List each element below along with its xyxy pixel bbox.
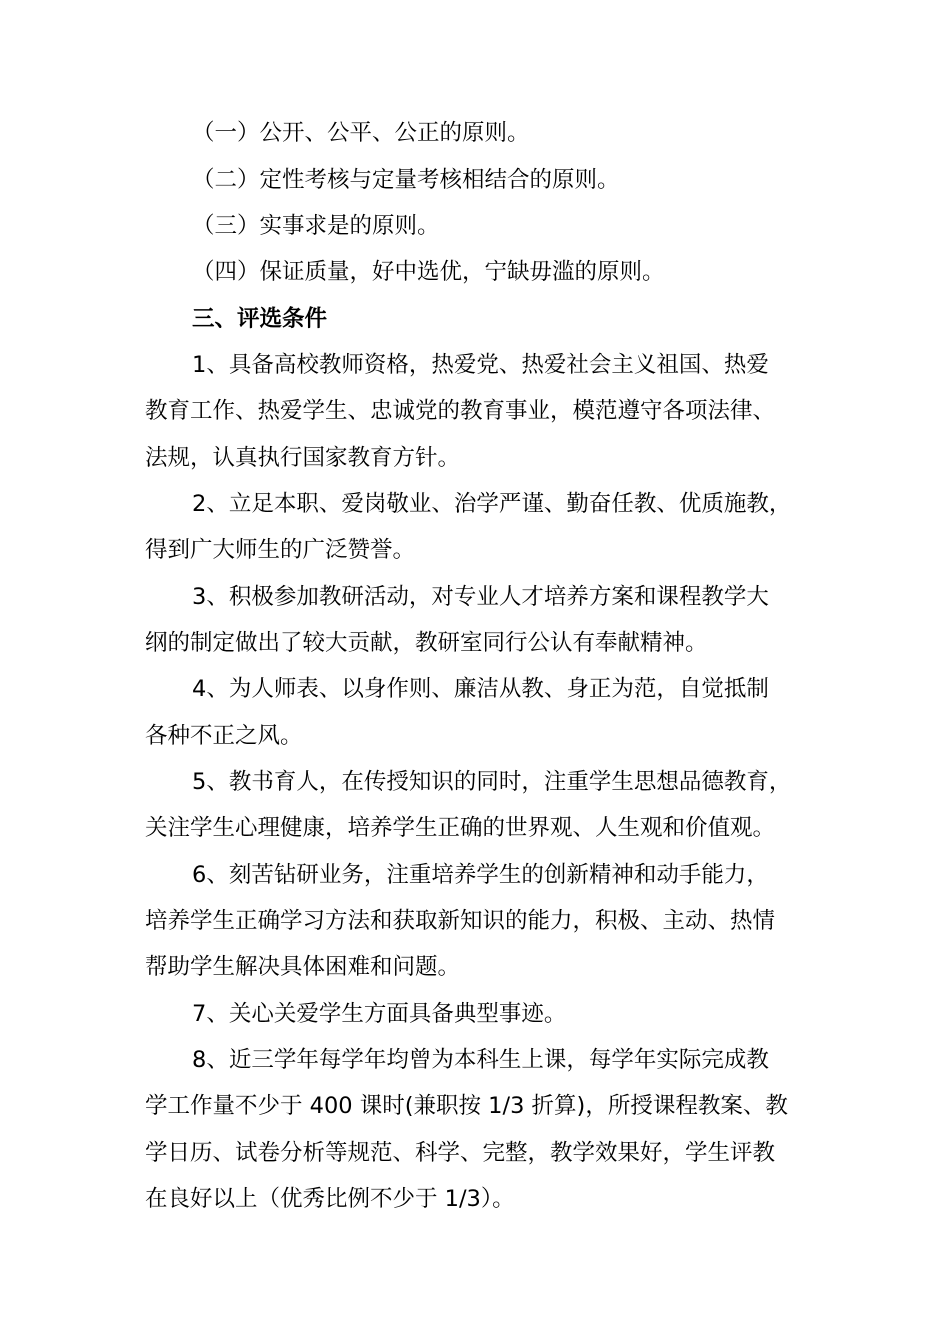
condition-5-line-2: 关注学生心理健康，培养学生正确的世界观、人生观和价值观。	[145, 815, 776, 841]
condition-8-line-1: 8、近三学年每学年均曾为本科生上课，每学年实际完成教	[192, 1047, 769, 1073]
condition-2-line-2: 得到广大师生的广泛赞誉。	[145, 537, 416, 563]
condition-4-line-2: 各种不正之风。	[145, 723, 303, 749]
condition-6-line-2: 培养学生正确学习方法和获取新知识的能力，积极、主动、热情	[145, 908, 776, 934]
condition-2-line-1: 2、立足本职、爱岗敬业、治学严谨、勤奋任教、优质施教，	[192, 491, 792, 517]
condition-3-line-1: 3、积极参加教研活动，对专业人才培养方案和课程教学大	[192, 584, 769, 610]
condition-6-line-1: 6、刻苦钻研业务，注重培养学生的创新精神和动手能力，	[192, 862, 769, 888]
condition-6-line-3: 帮助学生解决具体困难和问题。	[145, 954, 461, 980]
condition-4-line-1: 4、为人师表、以身作则、廉洁从教、身正为范，自觉抵制	[192, 676, 769, 702]
section-heading: 三、评选条件	[192, 306, 328, 332]
condition-1-line-3: 法规，认真执行国家教育方针。	[145, 445, 461, 471]
principle-3: （三）实事求是的原则。	[192, 213, 440, 239]
principle-4: （四）保证质量，好中选优，宁缺毋滥的原则。	[192, 259, 665, 285]
principle-1: （一）公开、公平、公正的原则。	[192, 120, 530, 146]
condition-8-line-2: 学工作量不少于 400 课时(兼职按 1/3 折算)，所授课程教案、教	[145, 1093, 788, 1119]
condition-1-line-2: 教育工作、热爱学生、忠诚党的教育事业，模范遵守各项法律、	[145, 398, 776, 424]
condition-5-line-1: 5、教书育人，在传授知识的同时，注重学生思想品德教育，	[192, 769, 792, 795]
condition-8-line-3: 学日历、试卷分析等规范、科学、完整，教学效果好，学生评教	[145, 1140, 776, 1166]
condition-7-line-1: 7、关心关爱学生方面具备典型事迹。	[192, 1001, 567, 1027]
condition-1-line-1: 1、具备高校教师资格，热爱党、热爱社会主义祖国、热爱	[192, 352, 769, 378]
condition-8-line-4: 在良好以上（优秀比例不少于 1/3）。	[145, 1186, 515, 1212]
condition-3-line-2: 纲的制定做出了较大贡献，教研室同行公认有奉献精神。	[145, 630, 708, 656]
principle-2: （二）定性考核与定量考核相结合的原则。	[192, 167, 620, 193]
